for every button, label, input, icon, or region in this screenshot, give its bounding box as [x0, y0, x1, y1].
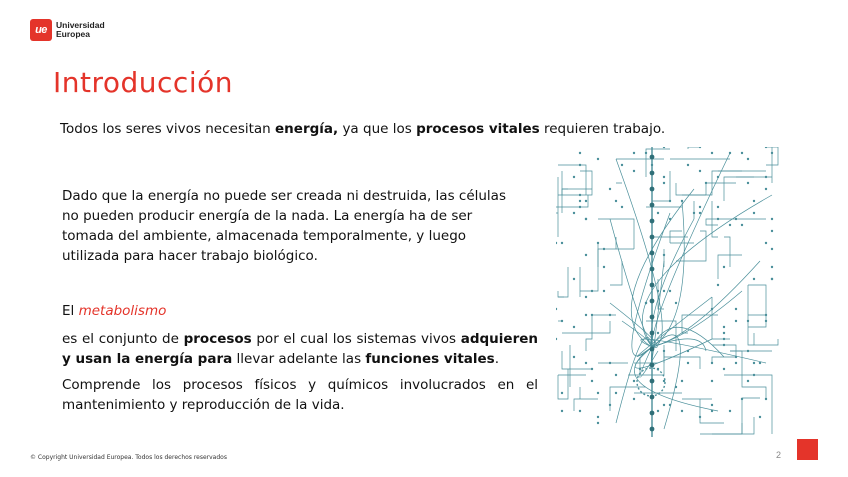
- network-node: [573, 326, 575, 328]
- backbone-node: [650, 155, 655, 160]
- network-curve: [616, 159, 662, 347]
- def-a: es el conjunto de: [62, 331, 184, 347]
- network-node: [711, 380, 713, 382]
- network-node: [717, 218, 719, 220]
- intro-c: ya que los: [338, 121, 417, 137]
- backbone-node: [650, 395, 655, 400]
- network-node: [699, 170, 701, 172]
- def-g: .: [494, 351, 500, 367]
- network-node: [735, 320, 737, 322]
- network-node: [663, 147, 665, 148]
- network-path: [742, 398, 760, 434]
- network-node: [717, 206, 719, 208]
- backbone-node: [650, 267, 655, 272]
- network-node: [579, 164, 581, 166]
- network-node: [591, 314, 593, 316]
- backbone-node: [650, 411, 655, 416]
- network-path: [688, 147, 700, 149]
- network-node: [657, 212, 659, 214]
- network-node: [765, 147, 767, 148]
- network-node: [603, 290, 605, 292]
- network-path: [558, 171, 592, 195]
- network-node: [663, 290, 665, 292]
- network-curve: [642, 195, 772, 347]
- network-node: [717, 284, 719, 286]
- network-node: [645, 302, 647, 304]
- network-node: [741, 152, 743, 154]
- backbone-node: [650, 331, 655, 336]
- network-path: [712, 423, 742, 434]
- network-node: [723, 344, 725, 346]
- network-node: [681, 410, 683, 412]
- network-node: [633, 380, 635, 382]
- network-curve: [652, 327, 724, 357]
- network-node: [735, 362, 737, 364]
- def-funciones: funciones vitales: [365, 351, 495, 367]
- network-node: [771, 278, 773, 280]
- network-node: [681, 200, 683, 202]
- network-node: [585, 362, 587, 364]
- network-node: [711, 410, 713, 412]
- backbone-node: [650, 219, 655, 224]
- metabolic-network-illustration: [556, 147, 781, 437]
- network-node: [687, 164, 689, 166]
- network-node: [675, 302, 677, 304]
- def-e: llevar adelante las: [232, 351, 366, 367]
- network-node: [765, 398, 767, 400]
- network-node: [693, 212, 695, 214]
- network-node: [759, 362, 761, 364]
- network-path: [700, 417, 754, 434]
- network-node: [687, 362, 689, 364]
- network-node: [771, 152, 773, 154]
- network-node: [573, 278, 575, 280]
- intro-e: requieren trabajo.: [539, 121, 666, 137]
- network-path: [562, 351, 592, 369]
- metabolismo-term: metabolismo: [78, 303, 167, 319]
- network-path: [562, 321, 610, 333]
- network-node: [711, 152, 713, 154]
- network-node: [765, 242, 767, 244]
- network-node: [561, 242, 563, 244]
- network-node: [753, 362, 755, 364]
- network-node: [717, 176, 719, 178]
- network-path: [724, 375, 772, 434]
- network-node: [741, 398, 743, 400]
- intro-energia: energía,: [275, 121, 339, 137]
- network-node: [729, 410, 731, 412]
- network-node: [765, 314, 767, 316]
- backbone-node: [650, 203, 655, 208]
- logo-mark: ue: [30, 19, 52, 41]
- network-node: [723, 266, 725, 268]
- network-path: [610, 387, 646, 411]
- network-node: [747, 320, 749, 322]
- network-curve: [652, 261, 760, 347]
- network-path: [748, 315, 766, 327]
- network-node: [753, 200, 755, 202]
- network-node: [645, 152, 647, 154]
- network-node: [753, 374, 755, 376]
- network-node: [747, 182, 749, 184]
- backbone-node: [650, 283, 655, 288]
- backbone-node: [650, 379, 655, 384]
- network-node: [765, 188, 767, 190]
- backbone-node: [650, 427, 655, 432]
- network-node: [597, 392, 599, 394]
- network-node: [699, 212, 701, 214]
- network-node: [681, 380, 683, 382]
- network-node: [675, 386, 677, 388]
- logo-line2: Europea: [56, 29, 91, 39]
- network-node: [687, 350, 689, 352]
- network-node: [585, 296, 587, 298]
- def-adquieren: adquieren y usan la energía para: [62, 331, 538, 367]
- network-curve: [637, 297, 712, 357]
- network-node: [735, 308, 737, 310]
- network-node: [657, 410, 659, 412]
- network-node: [729, 224, 731, 226]
- network-node: [579, 152, 581, 154]
- slide-title: Introducción: [53, 66, 233, 99]
- network-node: [609, 404, 611, 406]
- network-node: [597, 242, 599, 244]
- network-node: [639, 368, 641, 370]
- network-path: [754, 333, 778, 345]
- network-node: [579, 200, 581, 202]
- corner-accent-square: [797, 439, 818, 460]
- network-node: [735, 218, 737, 220]
- network-node: [699, 206, 701, 208]
- page-number: 2: [776, 450, 782, 460]
- university-logo: [30, 19, 105, 41]
- network-node: [573, 212, 575, 214]
- network-node: [591, 368, 593, 370]
- network-node: [765, 320, 767, 322]
- logo-text: [56, 21, 105, 39]
- network-node: [585, 200, 587, 202]
- backbone-node: [650, 299, 655, 304]
- network-node: [561, 410, 563, 412]
- logo-line1: Universidad: [56, 20, 105, 30]
- network-node: [729, 152, 731, 154]
- backbone-node: [650, 171, 655, 176]
- network-node: [771, 218, 773, 220]
- paragraph-definition: [62, 329, 538, 369]
- network-node: [711, 404, 713, 406]
- network-node: [663, 254, 665, 256]
- network-node: [663, 182, 665, 184]
- network-node: [621, 164, 623, 166]
- network-node: [747, 380, 749, 382]
- network-path: [682, 315, 718, 333]
- network-node: [771, 230, 773, 232]
- network-node: [699, 147, 701, 148]
- network-node: [633, 152, 635, 154]
- network-node: [561, 392, 563, 394]
- network-node: [597, 422, 599, 424]
- network-path: [712, 345, 736, 363]
- def-c: por el cual los sistemas vivos: [251, 331, 461, 347]
- el-text: El: [62, 303, 79, 319]
- network-node: [609, 314, 611, 316]
- network-node: [705, 182, 707, 184]
- backbone-node: [650, 347, 655, 352]
- network-curve: [634, 347, 718, 411]
- network-node: [771, 248, 773, 250]
- network-node: [723, 368, 725, 370]
- network-node: [663, 176, 665, 178]
- network-node: [723, 338, 725, 340]
- network-node: [753, 212, 755, 214]
- network-node: [603, 248, 605, 250]
- network-path: [724, 177, 754, 201]
- network-node: [759, 416, 761, 418]
- network-node: [597, 416, 599, 418]
- network-node: [556, 242, 557, 244]
- network-node: [663, 350, 665, 352]
- network-node: [657, 368, 659, 370]
- intro-procesos: procesos vitales: [416, 121, 540, 137]
- network-node: [663, 404, 665, 406]
- network-node: [657, 332, 659, 334]
- network-path: [556, 195, 588, 207]
- backbone-node: [650, 187, 655, 192]
- network-node: [633, 398, 635, 400]
- network-path: [676, 231, 706, 261]
- network-node: [591, 380, 593, 382]
- network-node: [603, 266, 605, 268]
- network-node: [669, 290, 671, 292]
- network-node: [579, 410, 581, 412]
- network-node: [556, 338, 557, 340]
- backbone-node: [650, 315, 655, 320]
- network-node: [723, 326, 725, 328]
- network-node: [615, 200, 617, 202]
- network-node: [633, 170, 635, 172]
- intro-sentence: [60, 121, 665, 137]
- network-node: [711, 308, 713, 310]
- network-node: [711, 362, 713, 364]
- network-path: [724, 237, 730, 267]
- network-node: [663, 380, 665, 382]
- network-node: [556, 308, 557, 310]
- network-node: [735, 356, 737, 358]
- network-path: [646, 149, 670, 177]
- network-node: [747, 350, 749, 352]
- backbone-node: [650, 363, 655, 368]
- network-node: [591, 290, 593, 292]
- network-node: [615, 392, 617, 394]
- network-node: [615, 374, 617, 376]
- network-path: [610, 261, 622, 285]
- paragraph-comprende: Comprende los procesos físicos y químicos involucrados en el mantenimiento y reproducción de la vida.: [62, 377, 538, 413]
- network-node: [573, 356, 575, 358]
- network-node: [771, 266, 773, 268]
- backbone-node: [650, 251, 655, 256]
- network-curve: [652, 291, 742, 347]
- def-procesos: procesos: [183, 331, 252, 347]
- network-path: [664, 345, 700, 369]
- network-node: [609, 362, 611, 364]
- network-node: [669, 218, 671, 220]
- network-path: [580, 243, 598, 291]
- network-path: [558, 369, 568, 399]
- network-curve: [631, 189, 694, 347]
- network-path: [652, 201, 670, 225]
- backbone-node: [650, 235, 655, 240]
- paragraph-energy: Dado que la energía no puede ser creada ni destruida, las células no pueden producir energía de la nada. La energía ha de ser tomada del ambiente, almacenada temporalmente, y luego utilizada para hacer trabajo biológico.: [62, 188, 506, 264]
- network-node: [657, 290, 659, 292]
- network-node: [579, 206, 581, 208]
- network-node: [723, 332, 725, 334]
- network-node: [609, 188, 611, 190]
- network-node: [585, 218, 587, 220]
- network-node: [585, 314, 587, 316]
- network-node: [741, 224, 743, 226]
- network-node: [573, 176, 575, 178]
- network-path: [562, 189, 568, 213]
- network-path: [558, 267, 568, 297]
- network-node: [669, 200, 671, 202]
- network-node: [753, 278, 755, 280]
- network-node: [561, 320, 563, 322]
- network-node: [651, 164, 653, 166]
- network-node: [579, 194, 581, 196]
- network-node: [669, 404, 671, 406]
- copyright-footer: © Copyright Universidad Europea. Todos los derechos reservados: [30, 454, 227, 461]
- network-node: [597, 158, 599, 160]
- network-node: [585, 254, 587, 256]
- network-node: [765, 176, 767, 178]
- network-node: [621, 206, 623, 208]
- network-node: [699, 416, 701, 418]
- network-path: [574, 387, 598, 411]
- intro-a: Todos los seres vivos necesitan: [60, 121, 276, 137]
- network-path: [748, 285, 766, 315]
- paragraph-metabolismo: [62, 301, 166, 321]
- network-node: [747, 158, 749, 160]
